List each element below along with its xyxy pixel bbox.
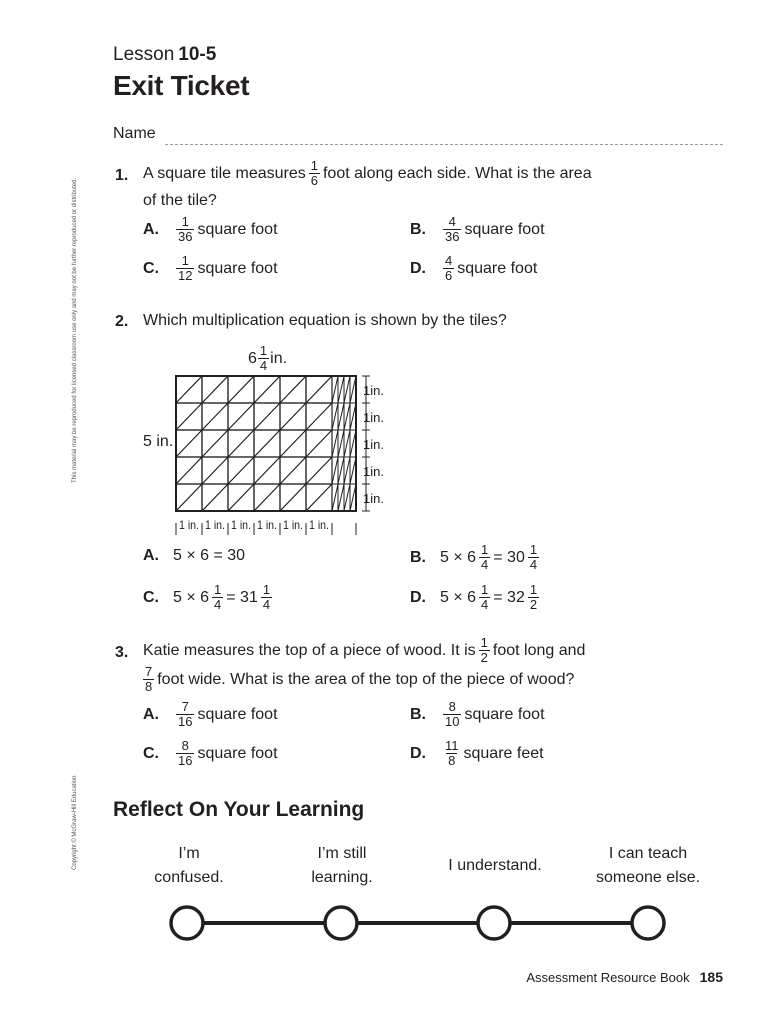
- tile-diagonal: [176, 376, 202, 403]
- q2-option-c[interactable]: C. 5 × 6 $\frac{1}{4}$ = 31 $\frac{1}{4}$: [143, 582, 271, 612]
- tile-diagonal: [338, 376, 344, 403]
- tile-diagram: [170, 370, 400, 540]
- tile-diagonal: [306, 430, 332, 457]
- tile-diagonal: [228, 403, 254, 430]
- tile-diagonal: [344, 403, 350, 430]
- q3-option-a[interactable]: A. $\frac{7}{16}$ square foot: [143, 699, 278, 729]
- tile-diagonal: [202, 484, 228, 511]
- page-number: 185: [699, 969, 723, 985]
- bottom-label-1: 1 in.: [179, 518, 199, 532]
- tile-diagonal: [332, 403, 338, 430]
- level-label-teach: I can teach someone else.: [595, 845, 701, 886]
- tile-diagonal: [306, 484, 332, 511]
- tile-diagonal: [306, 403, 332, 430]
- tile-diagonal: [306, 457, 332, 484]
- q3-number: 3.: [115, 644, 129, 661]
- tile-diagonal: [228, 376, 254, 403]
- page-footer: [526, 969, 723, 985]
- bottom-label-3: 1 in.: [231, 518, 251, 532]
- level-label-learning: I’m still learning.: [311, 845, 373, 886]
- bottom-label-6: 1 in.: [309, 518, 329, 532]
- tile-diagonal: [202, 430, 228, 457]
- tile-diagonal: [280, 484, 306, 511]
- tile-diagonal: [176, 484, 202, 511]
- q2-option-a[interactable]: A. 5 × 6 = 30: [143, 547, 246, 564]
- tile-diagonal: [280, 457, 306, 484]
- tile-diagonal: [338, 484, 344, 511]
- tile-diagonal: [202, 403, 228, 430]
- tile-diagonal: [176, 430, 202, 457]
- q1-option-b[interactable]: B. $\frac{4}{36}$ square foot: [410, 214, 545, 244]
- q2-text: Which multiplication equation is shown by the tiles?: [143, 312, 507, 329]
- q1-option-d[interactable]: D. $\frac{4}{6}$ square foot: [410, 253, 538, 283]
- q1-number: 1.: [115, 167, 129, 184]
- tile-outline: [176, 376, 356, 511]
- q3-option-b[interactable]: B. $\frac{8}{10}$ square foot: [410, 699, 545, 729]
- q1-text-line2: of the tile?: [143, 192, 217, 209]
- tile-diagonal: [202, 457, 228, 484]
- lesson-number: 10-5: [178, 44, 217, 65]
- tile-diagonal: [332, 376, 338, 403]
- right-label-2: 1in.: [363, 410, 384, 425]
- tile-diagonal: [228, 484, 254, 511]
- tile-diagonal: [202, 376, 228, 403]
- right-label-5: 1in.: [363, 491, 384, 506]
- permission-note: This material may be reproduced for licensed classroom use only and may not be further reproduced or distributed.: [72, 177, 78, 483]
- tile-diagonal: [176, 457, 202, 484]
- tile-diagonal: [254, 376, 280, 403]
- scale-circle-3[interactable]: [478, 907, 510, 939]
- q3-text: Katie measures the top of a piece of wood. It is $\frac{1}{2}$ foot long and: [143, 635, 586, 665]
- q3-text-line2: $\frac{7}{8}$ foot wide. What is the area of the top of the piece of wood?: [145, 664, 575, 694]
- tile-diagonal: [344, 430, 350, 457]
- tile-height-label: 5 in.: [143, 433, 174, 450]
- copyright-note: Copyright © McGraw-Hill Education: [72, 775, 78, 870]
- tile-diagonal: [306, 376, 332, 403]
- learning-scale: [160, 900, 680, 950]
- q1-option-a[interactable]: A. $\frac{1}{36}$ square foot: [143, 214, 278, 244]
- tile-diagonal: [254, 430, 280, 457]
- tile-diagonal: [254, 403, 280, 430]
- level-label-confused: I’m confused.: [154, 845, 224, 886]
- tile-diagonal: [332, 484, 338, 511]
- level-label-understand: I understand.: [448, 857, 542, 874]
- tile-diagonal: [280, 376, 306, 403]
- right-label-4: 1in.: [363, 464, 384, 479]
- q1-fraction: $\frac{1}{6}$: [310, 158, 318, 188]
- scale-circle-1[interactable]: [171, 907, 203, 939]
- lesson-word: Lesson: [113, 44, 175, 65]
- tile-diagonal: [338, 457, 344, 484]
- name-label: Name: [113, 125, 156, 142]
- tile-diagonal: [228, 457, 254, 484]
- q3-option-c[interactable]: C. $\frac{8}{16}$ square foot: [143, 738, 278, 768]
- tile-diagonal: [344, 457, 350, 484]
- right-label-1: 1in.: [363, 383, 384, 398]
- q2-option-d[interactable]: D. 5 × 6 $\frac{1}{4}$ = 32 $\frac{1}{2}$: [410, 582, 538, 612]
- scale-circle-4[interactable]: [632, 907, 664, 939]
- tile-diagonal: [228, 430, 254, 457]
- tile-diagonal: [280, 430, 306, 457]
- page-title: Exit Ticket: [113, 70, 250, 101]
- tile-diagonal: [280, 403, 306, 430]
- tile-diagonal: [254, 484, 280, 511]
- right-label-3: 1in.: [363, 437, 384, 452]
- reflect-title: Reflect On Your Learning: [113, 798, 365, 821]
- tile-diagonal: [332, 430, 338, 457]
- bottom-label-4: 1 in.: [257, 518, 277, 532]
- tile-width-label: 6 $\frac{1}{4}$ in.: [248, 343, 288, 373]
- q2-number: 2.: [115, 313, 129, 330]
- book-title: Assessment Resource Book: [526, 970, 690, 985]
- scale-circle-2[interactable]: [325, 907, 357, 939]
- tile-diagonal: [338, 403, 344, 430]
- lesson-heading: [113, 44, 216, 66]
- tile-diagonal: [254, 457, 280, 484]
- q1-option-c[interactable]: C. $\frac{1}{12}$ square foot: [143, 253, 278, 283]
- name-line[interactable]: [165, 144, 723, 145]
- tile-diagonal: [338, 430, 344, 457]
- bottom-label-2: 1 in.: [205, 518, 225, 532]
- bottom-label-5: 1 in.: [283, 518, 303, 532]
- q3-option-d[interactable]: D. $\frac{11}{8}$ square feet: [410, 738, 544, 768]
- tile-diagonal: [332, 457, 338, 484]
- tile-diagonal: [344, 376, 350, 403]
- q1-text: A square tile measures $\frac{1}{6}$ foot along each side. What is the area: [143, 158, 592, 188]
- q2-option-b[interactable]: B. 5 × 6 $\frac{1}{4}$ = 30 $\frac{1}{4}$: [410, 542, 538, 572]
- tile-diagonal: [344, 484, 350, 511]
- tile-diagonal: [176, 403, 202, 430]
